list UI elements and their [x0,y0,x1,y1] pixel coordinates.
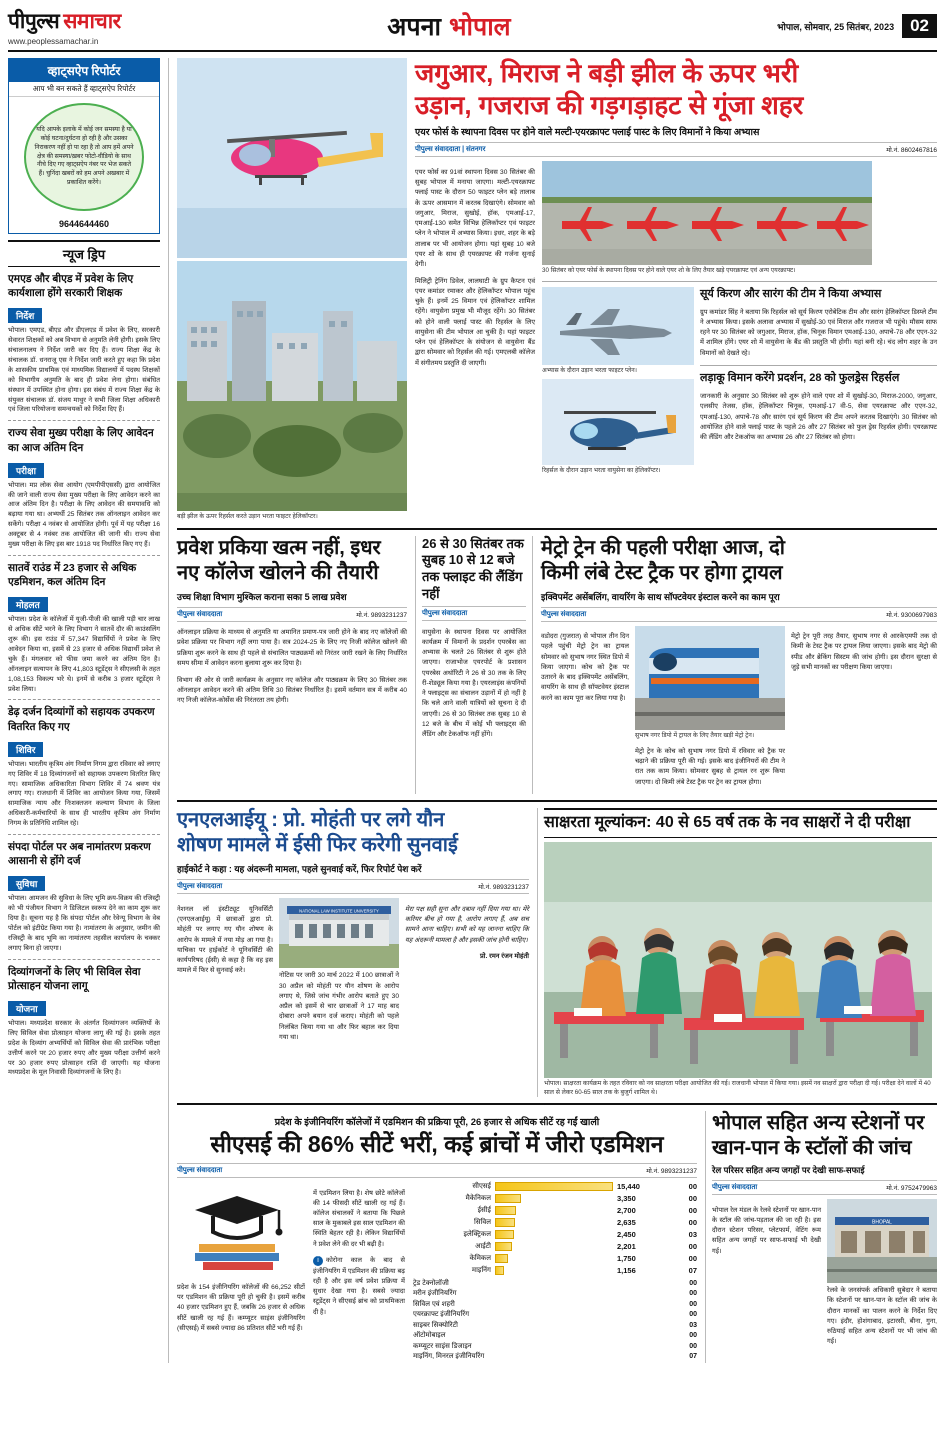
nliu-subhead: हाईकोर्ट ने कहा : यह अंदरूनी मामला, पहले सुनवाई करें, फिर रिपोर्ट पेश करें [177,864,422,875]
zero-branch-value: 00 [689,1279,697,1287]
chart-zero-value: 00 [688,1193,697,1203]
chart-row [413,1182,697,1191]
item-tag: निर्देश [8,308,42,323]
graduation-cap-books-icon [177,1182,297,1274]
admission-headline[interactable]: प्रवेश प्रकिया खत्म नहीं, इधर नए कॉलेज खोलने की तैयारी [177,536,381,584]
chart-value: 2,201 [617,1241,636,1251]
logo-main-text: पीपुल्स [8,9,60,33]
byline: पीपुल्स संवाददाता [541,610,587,618]
engineering-byline-bar [177,1163,697,1178]
city-skyline-photo [177,261,407,511]
story-engineering [177,1111,697,1363]
zero-admission-row [413,1331,697,1342]
zero-admission-row [413,1289,697,1300]
engineering-kicker: प्रदेश के इंजीनियरिंग कॉलेजों में एडमिशन की प्रक्रिया पूरी, 26 हजार से अधिक सीटें रह गईं खाली [274,1117,600,1129]
nliu-headline-line2: शोषण मामले में ईसी फिर करेगी सुनवाई [177,834,458,857]
zero-branch-label: सिविल एवं शहरी [413,1300,455,1308]
whatsapp-number[interactable]: 9644644460 [58,219,110,229]
info-icon: i [313,1256,323,1266]
lead-headline[interactable] [415,58,937,121]
lead-columns [415,161,937,475]
chart-bar-track [495,1194,613,1203]
byline-mobile: मो.नं. 9300697983 [886,611,937,619]
left-sidebar [8,58,160,1363]
nliu-columns [177,898,529,1049]
divider [700,365,937,366]
chart-zero-value: 00 [688,1241,697,1251]
stalls-photo-block [827,1199,937,1354]
metro-col1-text: वडोदरा (गुजरात) से भोपाल तीन दिन पहले पहुंची मेट्रो ट्रेन का ट्रायल सोमवार को सुभाष नगर स्थित डिपो में किया जाएगा। कोच को ट्रैक पर उतारने के बाद इक्विपमेंट असेंबलिंग, वायरिंग के साथ ही सॉफ्टवेयर इंस्टाल करने का काम पूरा कर लिया गया है। [541,633,629,702]
chart-bar-track [495,1206,613,1215]
chart-bar-track [495,1266,613,1275]
svg-text:NATIONAL LAW INSTITUTE UNIVERS: NATIONAL LAW INSTITUTE UNIVERSITY [299,908,379,914]
literacy-caption: भोपाल। साक्षरता कार्यक्रम के तहत रविवार को नव साक्षरता परीक्षा आयोजित की गई। राजधानी भोपाल में किया गया। इसमें नव साक्षरों द्वारा परीक्षा दी गई। परीक्षा देने वालों में 40 साल से लेकर 60-65 साल तक के बुजुर्ग शामिल थे। [544,1079,931,1096]
side-story-1-headline[interactable]: सूर्य किरण और सारंग की टीम ने किया अभ्यास [700,288,882,301]
chart-bars [413,1182,697,1275]
masthead-right [777,14,937,38]
chart-category-label: केमिकल [469,1254,491,1262]
runway-caption: 30 सितंबर को एयर फोर्स के स्थापना दिवस पर होने वाले एयर शो के लिए तैयार खड़े एयरक्राफ्ट एवं अन्य एयरक्राफ्ट। [542,267,796,275]
university-building-illustration [279,898,399,968]
divider [8,699,160,700]
chart-category-label: ईसीई [477,1206,491,1214]
lead-headline-line1: जगुआर, मिराज ने बड़ी झील के ऊपर भरी [415,58,799,88]
nliu-quote-block [405,898,529,1049]
news-drip-item [8,272,160,415]
second-row [177,536,937,795]
chart-row [413,1254,697,1263]
item-tag: मोहलत [8,597,48,612]
chart-row [413,1266,697,1275]
chart-zero-value: 00 [688,1205,697,1215]
jet-caption: अभ्यास के दौरान उड़ान भरता फाइटर प्लेन। [542,367,637,375]
side-story-2-text: जानकारी के अनुसार 30 सितंबर को शुरू होने वाले एयर शो में सुखोई-30, मिराज-2000, जगुआर, एलसीए तेजस, हॉक, हेलिकॉप्टर चिनूक, एमआई-17 वी-5, सेवा एयरक्राफ्ट और एएन-32, एमआई-130, अपाचे-78 और सारंग एवं सूर्य किरण की टीम अपने करतब दिखाएंगे। 30 सितंबर को आयोजित होने वाले फ्लाई पास्ट के पहले 26 और 27 सितंबर को फुल ड्रेस रिहर्सल होगी। एयरक्राफ्ट की लैंडिंग और टेकऑफ का अभ्यास 26 और 27 सितंबर को होगा। [700,393,937,442]
chart-row [413,1194,697,1203]
whatsapp-box-title: व्हाट्सऐप रिपोर्टर [9,59,159,82]
byline: पीपुल्स संवाददाता | संतनगर [415,146,486,154]
section-divider [177,528,937,530]
divider [8,834,160,835]
fourth-row [177,1111,937,1363]
divider [8,555,160,556]
whatsapp-bubble-text: यदि आपके इलाके में कोई जन समस्या है या कोई घटना/दुर्घटना हो रही है और उसका निराकरण नहीं हो पा रहा है तो आप हमें अपने क्षेत्र की समस्या/ख़बर फोटो-वीडियो के साथ नीचे दिए गए व्हाट्सऐप नंबर पर भेज सकते हैं। चुनिंदा खबरों को हम अपने अखबार में प्रकाशित करेंगे। [34,125,134,187]
engineering-headline[interactable]: सीएसई की 86% सीटें भरीं, कई ब्रांचों में जीरो एडमिशन [210,1131,664,1158]
lead-text-column [415,58,937,522]
chart-value: 2,635 [617,1217,636,1227]
item-body: भोपाल। एमएड, बीएड और डीएलएड में प्रवेश के लिए, सरकारी सेवारत शिक्षकों को अब विभाग से अनुमति लेनी होगी। इसके लिए संचालनालय ने निर्देश जारी कर दिए हैं। राज्य शिक्षा केंद्र के संचालक डॉ. धनराजू एस ने निर्देश जारी करते हुए कहा कि प्रदेश के शासकीय प्राथमिक एवं माध्यमिक विद्यालयों में पदस्थ शिक्षकों को विभागीय अनुमति के बाद ही प्रवेश लेना होगा। संबंधित संस्थान में उपस्थित होना होगा। इस संबंध में राज्य शिक्षा केंद्र के संयुक्त संचालक डॉ. संजय माथुर ने सभी जिला शिक्षा अधिकारी एवं जिला परियोजना समन्वयकों को निर्देश दिए हैं। [8,327,160,414]
byline: पीपुल्स संवाददाता [177,610,223,618]
zero-branch-value: 00 [689,1332,697,1340]
engineering-graphic [177,1182,305,1363]
nliu-col2-text: नोटिस पर जारी 30 मार्च 2022 में 100 छात्राओं ने 30 अप्रैल को मोहंती पर यौन शोषण के आरोप लगाए थे, जिसे जांच गंभीर आरोप बताते हुए 30 अप्रैल को इसमें से चार छात्राओं ने 17 माह बाद दोबारा अपने बयान दर्ज कराए। मोहंती को पहले निलंबित किया गया था और फिर बहाल कर दिया गया था। [279,972,399,1041]
admission-col2: विभाग की ओर से जारी कार्यक्रम के अनुसार नए कॉलेज और पाठ्यक्रम के लिए 30 सितंबर तक ऑनलाइन आवेदन करने की अंतिम तिथि 30 सितंबर निर्धारित है। इसमें वर्तमान सत्र में करीब 40 नए निजी कॉलेज-कोर्सेस की निरंतरता तय होगी। [177,676,407,705]
metro-col1 [541,626,629,795]
helicopter-illustration [177,58,407,258]
news-drip-item [8,561,160,694]
main-content [168,58,937,1363]
page-body [8,58,937,1363]
engineering-col2: में एडमिशन लिया है। शेष छोटे कॉलेजों की 14 फीसदी सीटें खाली रह गई हैं। कॉलेज संचालकों ने बताया कि पिछले साल के मुकाबले इस साल एडमिशन की स्थिति बेहतर रही है। लेकिन विद्यार्थियों ने प्रवेश लेने की दर भी बढ़ी है। [313,1189,405,1248]
logo-text [8,7,121,35]
chart-zero-value: 07 [688,1265,697,1275]
news-drip-item [8,705,160,829]
lead-story [177,58,937,522]
chart-zero-value: 00 [688,1181,697,1191]
city-illustration [177,261,407,511]
lead-photo-column [177,58,407,522]
item-headline[interactable]: डेढ़ दर्जन दिव्यांगों को सहायक उपकरण वितरित किए गए [8,706,155,733]
engineering-body [177,1182,697,1363]
zero-admission-list [413,1279,697,1363]
heli-photo [542,379,694,465]
metro-photo-block [635,626,785,795]
zero-branch-label: ट्रेड टेक्नोलॉजी [413,1279,449,1287]
nliu-byline-bar [177,879,529,894]
chart-category-label: सिविल [474,1218,491,1226]
literacy-headline[interactable]: साक्षरता मूल्यांकन: 40 से 65 वर्ष तक के नव साक्षरों ने दी परीक्षा [544,808,937,837]
stalls-byline-bar [712,1180,937,1195]
item-tag: सुविधा [8,876,45,891]
engineering-col1: प्रदेश के 154 इंजीनियरिंग कॉलेजों की 66,252 सीटों पर एडमिशन की प्रक्रिया पूरी हो चुकी है। इसमें करीब 40 हजार एडमिशन हुए हैं, जबकि 26 हजार से अधिक सीटें खाली रह गई हैं। कम्प्यूटर साइंस इंजीनियरिंग (सीएसई) में सबसे ज्यादा 86 प्रतिशत सीटें भरी गई हैं। [177,1283,305,1332]
nliu-photo [279,898,399,968]
zero-branch-label: माइनिंग, मिनरल इंजीनियरिंग [413,1353,485,1361]
story-nliu [177,808,529,1097]
nliu-col1-text: नेशनल लॉ इंस्टीट्यूट यूनिवर्सिटी (एनएलआईयू) में छात्राओं द्वारा प्रो. मोहंती पर लगाए गए यौन शोषण के आरोप के मामले में नया मोड़ आ गया है। याचिका पर हाईकोर्ट ने यूनिवर्सिटी की कार्यपरिषद (ईसी) से कहा है कि वह इस मामले में फिर से सुनवाई करे। [177,906,273,975]
chart-bar [495,1218,515,1227]
divider [8,420,160,421]
item-body: भोपाल। प्रदेश के कॉलेजों में यूजी-पीजी की खाली पड़ी चार लाख से अधिक सीटें भरने के लिए विभाग ने सातवें दौर की काउंसलिंग शुरू की। इस राउंड में 57,347 विद्यार्थियों ने प्रवेश के लिए आवेदन किया था, इसमें से 23 हजार से अधिक विद्यार्थी प्रवेश ले चुके हैं। मंगलवार को फीस जमा करने का अंतिम दिन है। ऑनलाइन सत्यापन के लिए 41,803 स्टूडेंट्स ने सीएलसी के तहत 1,08,153 विकल्प भरे थे। इनमें से करीब 3 हजार स्टूडेंट्स ने प्रवेश लिया। [8,616,160,693]
landing-byline-bar [422,606,526,621]
whatsapp-box-subtitle: आप भी बन सकते हैं व्हाट्सऐप रिपोर्टर [9,82,159,97]
chart-value: 2,700 [617,1205,636,1215]
lead-col1-text: एयर फोर्स का 91वां स्थापना दिवस 30 सितंबर की सुबह भोपाल में मनाया जाएगा। मल्टी-एयरक्राफ्ट फ्लाई पास्ट के दौरान 50 फाइटर प्लेन बड़े तालाब के ऊपर आसमान में करतब दिखाएंगे। सोमवार को जगुआर, मिराज, सुखोई, हॉक, एमआई-17, एमआई-130 समेत विभिन्न हेलिकॉप्टर एवं फाइटर प्लेन ने भोपाल में अभ्यास किया। इधर, शहर के बड़े तालाब पर भी आयोजन होगा। यहां सुबह 10 बजे एयर शो के साथ ही एयरक्राफ्ट की गर्जना सुनाई देगी। [415,169,535,268]
jet-block [542,287,694,475]
stalls-col1 [712,1199,821,1354]
chart-category-label: माइनिंग [471,1266,491,1274]
classroom-illustration [544,842,932,1078]
section-title [387,9,510,43]
metro-headline-line2: किमी लंबे टेस्ट ट्रैक पर होगा ट्रायल [541,561,783,584]
helicopter-photo [177,58,407,258]
masthead [8,6,937,52]
story-stalls [705,1111,937,1363]
admission-subhead: उच्च शिक्षा विभाग मुश्किल कराना सका 5 लाख प्रवेश [177,591,347,602]
byline: पीपुल्स संवाददाता [712,1184,758,1192]
metro-headline[interactable] [541,536,937,586]
chart-row [413,1218,697,1227]
stalls-col2-text: रेलवे के जनसंपर्क अधिकारी सुबेदार ने बताया कि स्टेशनों पर खान-पान के स्टॉल की जांच के दौरान मानकों का पालन करने के निर्देश दिए गए। इंदौर, होशंगाबाद, इटारसी, बीना, गुना, रुठियाई सहित अन्य स्टेशनों पर भी जांच की गई। [827,1287,937,1346]
item-body: भोपाल। मध्यप्रदेश सरकार के अंतर्गत दिव्यांगजन व्यक्तियों के लिए सिविल सेवा प्रोत्साहन योजना लागू की गई है। इसके तहत प्रदेश के दिव्यांग अभ्यर्थियों को सिविल सेवा की प्रारंभिक परीक्षा उत्तीर्ण करने पर 20 हजार रुपए और मुख्य परीक्षा उत्तीर्ण करने पर 30 हजार रुपए प्रोत्साहन राशि दी जाएगी। यह योजना मध्यप्रदेश के मूल निवासी दिव्यांगजनों के लिए है। [8,1020,160,1077]
story-landing [415,536,533,795]
fighter-jet-illustration [542,287,694,365]
heli-caption: रिहर्सल के दौरान उड़ान भरता वायुसेना का हेलिकॉप्टर। [542,466,661,474]
zero-branch-value: 00 [689,1300,697,1308]
section-divider [177,1103,937,1105]
nliu-headline-line1: एनएलआईयू : प्रो. मोहंती पर लगे यौन [177,809,445,832]
divider [8,959,160,960]
zero-branch-value: 03 [689,1321,697,1329]
jet-photo [542,287,694,365]
item-tag: परीक्षा [8,463,44,478]
chart-bar-track [495,1242,613,1251]
chart-bar [495,1182,613,1191]
engineering-note: i कोरोना काल के बाद से इंजीनियरिंग में एडमिशन की प्रक्रिया बढ़ रही है और इस वर्ष प्रवेश प्रक्रिया में सुधार देखा गया है। सबसे ज्यादा स्टूडेंट्स ने सीएसई ब्रांच को प्राथमिकता दी है। [313,1257,405,1316]
byline-mobile: मो.नं. 9893231237 [646,1167,697,1175]
item-body: भोपाल। मप्र लोक सेवा आयोग (एमपीपीएससी) द्वारा आयोजित की जाने वाली राज्य सेवा मुख्य परीक्षा के लिए आवेदन करने का आज अंतिम दिन है। परीक्षा के लिए आवेदन की समयावधि को बढ़ाया गया था। अभ्यर्थी 25 सितंबर तक ऑनलाइन आवेदन कर सकेंगे। परीक्षा 4 नवंबर से आयोजित होगी। पूर्व में यह परीक्षा 16 अक्टूबर से 4 नवंबर तक आयोजित की जानी थी। राज्य सेवा मुख्य परीक्षा के लिए इस बार 1918 पद निर्धारित किए गए हैं। [8,481,160,549]
runway-illustration [542,161,872,265]
zero-admission-row [413,1310,697,1321]
zero-branch-value: 00 [689,1342,697,1350]
engineering-chart [413,1182,697,1363]
nliu-quote: मेरा पक्ष सही सुना और दबाव नहीं दिया गया था। मेरे करियर बीच हो गया है, आरोप लगाए हैं, अब सच सामने आना चाहिए। सभी को यह जानना चाहिए कि यह अंदरूनी मामला है और इसकी जांच होनी चाहिए। [405,906,529,944]
zero-admission-row [413,1300,697,1311]
byline-mobile: मो.नं. 8602467816 [886,147,937,155]
chart-zero-value: 00 [688,1253,697,1263]
chart-value: 15,440 [617,1181,640,1191]
chart-bar-track [495,1182,613,1191]
zero-admission-row [413,1321,697,1332]
chart-bar-track [495,1254,613,1263]
zero-branch-label: एयरक्राफ्ट इंजीनियरिंग [413,1311,470,1319]
page-number: 02 [902,14,937,38]
engineering-col2-wrap [313,1182,405,1363]
chart-category-label: आईटी [475,1242,491,1250]
chart-value: 3,350 [617,1193,636,1203]
admission-col1: ऑनलाइन प्रक्रिया के माध्यम से अनुमति या अमानित प्रमाण-पत्र जारी होने के बाद नए कॉलेजों की प्रवेश प्रक्रिया पर विभाग नहीं लगा पाया है। सत्र 2024-25 के लिए नए निजी कॉलेज खोलने की प्रक्रिया शुरू करने के साथ ही पहले से संचालित पाठ्यक्रमों को निरंतर जारी रखने के लिए निर्धारित समय सीमा में आवेदन करना बुलाया शुरू कर दिया है। [177,629,407,667]
helicopter-illustration-2 [542,379,694,465]
zero-branch-label: मरीन इंजीनियरिंग [413,1290,457,1298]
zero-branch-label: साइबर सिक्योरिटी [413,1321,458,1329]
zero-admission-row [413,1279,697,1290]
chart-bar-track [495,1218,613,1227]
lead-lower [542,287,937,475]
whatsapp-reporter-box [8,58,160,234]
whatsapp-bubble [24,103,144,211]
news-drip-item [8,426,160,550]
byline-mobile: मो.नं. 9893231237 [356,611,407,619]
byline: पीपुल्स संवाददाता [177,1166,223,1174]
chart-zero-value: 00 [688,1217,697,1227]
item-tag: योजना [8,1001,46,1016]
lead-byline-bar [415,142,937,157]
chart-category-label: सीएसई [472,1182,491,1190]
chart-bar [495,1206,516,1215]
website-url[interactable]: www.peoplessamachar.in [8,36,99,46]
chart-bar [495,1266,504,1275]
story-literacy [537,808,937,1097]
stalls-headline-line1: भोपाल सहित अन्य स्टेशनों पर [712,1112,925,1135]
item-headline[interactable]: दिव्यांगजनों के लिए भी सिविल सेवा प्रोत्साहन योजना लागू [8,965,141,992]
chart-value: 1,750 [617,1253,636,1263]
byline-mobile: मो.नं. 9752479963 [886,1185,937,1193]
zero-branch-label: ऑटोमोबाइल [413,1332,446,1340]
item-headline[interactable]: राज्य सेवा मुख्य परीक्षा के लिए आवेदन का आज अंतिम दिन [8,427,154,454]
metro-byline-bar [541,607,937,622]
metro-columns [541,626,937,795]
zero-branch-value: 00 [689,1311,697,1319]
item-headline[interactable]: एमएड और बीएड में प्रवेश के लिए कार्यशाला होंगे सरकारी शिक्षक [8,273,134,300]
lead-photo-stack [542,161,937,475]
zero-admission-row [413,1352,697,1363]
story-admission [177,536,407,795]
landing-text: वायुसेना के स्थापना दिवस पर आयोजित कार्यक्रम में विमानों के प्रदर्शन एयरबेस का अभ्यास के चलते 26 सितंबर से शुरू होते जाएगा। राजाभोज एयरपोर्ट के प्रशासन एयरबेस अथॉरिटी ने 26 से 30 तक के लिए री-शेड्यूल किया गया है। एयरलाइंस कंपनियों ने फ्लाइट्स का संचालन उड़ानों में हो नहीं है कि चले आने वाली यात्रियों को सूचना दे दी जाएगी। 26 से 30 सितंबर तक सुबह 10 से 12 बजे के बीच में कोई भी फ्लाइट्स की लैंडिंग और टेकऑफ नहीं होंगे। [422,628,526,738]
side-story-2-headline[interactable]: लड़ाकू विमान करेंगे प्रदर्शन, 28 को फुलड्रेस रिहर्सल [700,372,900,385]
metro-subhead: इक्विपमेंट असेंबलिंग, वायरिंग के साथ सॉफ्टवेयर इंस्टाल करने का काम पूरा [541,591,780,602]
lead-sidebars [700,287,937,475]
metro-train-illustration [635,626,785,730]
metro-col3 [791,626,937,795]
chart-category-label: इलेक्ट्रिकल [463,1230,491,1238]
station-photo [827,1199,937,1283]
metro-caption: सुभाष नगर डिपो में ट्रायल के लिए तैयार खड़ी मेट्रो ट्रेन। [635,731,755,739]
chart-value: 1,156 [617,1265,636,1275]
stalls-headline[interactable] [712,1111,937,1161]
lead-col-1 [415,161,535,475]
story-metro [541,536,937,795]
nliu-quote-attribution: प्रो. रमन रंजन मोहंती [480,953,529,961]
lead-col2-text: मिलिट्री ट्रेनिंग डिवेल, लालघाटी के ग्रुप कैप्टन एवं एयर कमांडर रमाकर और हेलिकॉप्टर भोपाल पहुंच चुके हैं। इनमें 25 विमान एवं हेलिकॉप्टर शामिल रहेंगे। वायुसेना प्रमुख भी मौजूद रहेंगे। 30 सितंबर को होने वाली फ्लाई पास्ट की रिहर्सल के लिए वायुसेना की टीम भोपाल आ चुकी है। यहां फाइटर प्लेन एवं हेलिकॉप्टर के संयोजन से वायुसेना बैंड द्वारा सोमवार को रिहर्सल की गई। एमएलबी कॉलेज में संगीतमय प्रस्तुति दी जाएगी। [415,277,535,367]
nliu-col1 [177,898,273,1049]
logo-red-text: समाचार [63,9,121,33]
chart-zero-value: 03 [688,1229,697,1239]
item-headline[interactable]: सातवें राउंड में 23 हजार से अधिक एडमिशन, कल अंतिम दिन [8,561,137,589]
side-story-1-text: ग्रुप कमांडर सिंह ने बताया कि रिहर्सल को सूर्य किरण एरोबेटिक टीम और सारंग हेलिकॉप्टर डिस्प्ले टीम ने अभ्यास किया। इसके अलावा अभ्यास में सुखोई-30 एवं मिराज और गजराज भी पहुंचे। मौसम साफ रहने पर 30 सितंबर को जगुआर, मिराज, हॉक, चिनूक विमान एमआई-130, अपाचे-78 और एएन-32 में शामिल होंगे। एयर शो में वायुसेना के बैंड की प्रस्तुति भी होगी। यहां बनी रहे। चंद लोग शहर के उन विमानों को देखते रहे। [700,308,937,357]
stalls-col1-text: भोपाल रेल मंडल के रेलवे स्टेशनों पर खान-पान के स्टॉल की जांच-पड़ताल की जा रही है। इस दौरान स्टेशन परिसर, प्लेटफार्म, वेटिंग रूम सहित अन्य जगहों पर साफ-सफाई भी देखी गई। [712,1206,821,1255]
chart-row [413,1206,697,1215]
literacy-photo [544,842,937,1078]
metro-col3-text: मेट्रो ट्रेन पूरी तरह तैयार, सुभाष नगर से आरकेएमपी तक दो किमी के टेस्ट ट्रैक पर ट्रायल लिया जाएगा। इसके बाद मेट्रो की स्पीड और ब्रेकिंग सिस्टम की जांच होगी। इस दौरान सुरक्षा से जुड़े सभी मानकों का परीक्षण किया जाएगा। [791,633,937,671]
third-row [177,808,937,1097]
zero-branch-label: कम्प्यूटर साइंस डिजाइन [413,1342,472,1350]
zero-branch-value: 00 [689,1290,697,1298]
publication-logo [8,7,121,46]
chart-bar [495,1230,514,1239]
admission-byline-bar [177,607,407,622]
metro-photo [635,626,785,730]
lead-headline-line2: उड़ान, गजराज की गड़गड़ाहट से गूंजा शहर [415,89,804,120]
chart-value: 2,450 [617,1229,636,1239]
item-body: भोपाल। आमजन की सुविधा के लिए भूमि क्रय-विक्रय की रजिस्ट्री को भी पंजीयन विभाग ने डिजिटल स्वरूप देने का काम शुरू कर दिया है। सूचना यह है कि संपदा पोर्टल और रेवेन्यू विभाग के वेब पोर्टल को इंटीग्रेट किया गया है। नामांतरण के अनुसार, जमीन की रजिस्ट्री के बाद भूमि का नामांतरण तहसील कार्यालय के चक्कर लगाए बिना हो जाएगा। [8,895,160,952]
photo-caption: बड़ी झील के ऊपर रिहर्सल करते उड़ान भरता फाइटर हेलिकॉप्टर। [177,513,318,520]
section-title-black: अपना [387,13,441,41]
item-headline[interactable]: संपदा पोर्टल पर अब नामांतरण प्रकरण आसानी से होंगे दर्ज [8,840,151,868]
chart-bar [495,1242,512,1251]
chart-category-label: मैकेनिकल [465,1194,491,1202]
issue-date: भोपाल, सोमवार, 25 सितंबर, 2023 [777,21,895,32]
section-divider [177,800,937,802]
news-drip-item [8,965,160,1079]
news-drip-item [8,840,160,954]
byline: पीपुल्स संवाददाता [177,883,223,891]
divider [542,281,937,282]
stalls-columns [712,1199,937,1354]
chart-row [413,1242,697,1251]
lead-subhead: एयर फोर्स के स्थापना दिवस पर होने वाले मल्टी-एयरक्राफ्ट फ्लाई पास्ट के लिए विमानों ने किया अभ्यास [415,127,760,139]
chart-bar-track [495,1230,613,1239]
item-tag: शिविर [8,742,43,757]
chart-bar [495,1254,508,1263]
zero-branch-value: 07 [689,1353,697,1361]
nliu-headline[interactable] [177,808,529,858]
byline: पीपुल्स संवाददाता [422,610,468,618]
metro-col2-text: मेट्रो ट्रेन के कोच को सुभाष नगर डिपो में रविवार को ट्रैक पर चढ़ाने की प्रक्रिया पूरी की गई। इसके बाद इंजीनियरों की टीम ने रात तक काम किया। सोमवार सुबह से ट्रायल रन शुरू किया जाएगा। दो किमी लंबे टेस्ट ट्रैक पर ट्रेन का ट्रायल होगा। [635,747,785,786]
stalls-headline-line2: खान-पान के स्टॉलों की जांच [712,1137,912,1160]
chart-bar [495,1194,521,1203]
byline-mobile: मो.नं. 9893231237 [478,884,529,892]
station-sign-text: BHOPAL [872,1219,892,1226]
chart-row [413,1230,697,1239]
zero-admission-row [413,1342,697,1353]
news-drip-header: न्यूज ड्रिप [8,240,160,267]
metro-headline-line1: मेट्रो ट्रेन की पहली परीक्षा आज, दो [541,536,785,559]
landing-headline[interactable]: 26 से 30 सितंबर तक सुबह 10 से 12 बजे तक फ्लाइट की लैंडिंग नहीं [422,535,524,601]
nliu-photo-block [279,898,399,1049]
stalls-subhead: रेल परिसर सहित अन्य जगहों पर देखी साफ-सफाई [712,1165,865,1176]
item-body: भोपाल। भारतीय कृत्रिम अंग निर्माण निगम द्वारा रविवार को लगाए गए शिविर में 18 दिव्यांगजनों को सहायक उपकरण वितरित किए गए। सामाजिक अधिकारिता विभाग शिविर में 74 श्रवण यंत्र लगाए गए। राजधानी में शिविर का आयोजन किया गया, जिसमें सामाजिक न्याय और निःशक्तजन कल्याण विभाग के जिला अधिकारी-कर्मचारियों के साथ ही भारतीय कृत्रिम अंग निर्माण निगम के प्रतिनिधि शामिल रहे। [8,760,160,828]
runway-photo [542,161,937,265]
section-title-red: भोपाल [448,13,511,41]
railway-station-illustration [827,1199,937,1283]
